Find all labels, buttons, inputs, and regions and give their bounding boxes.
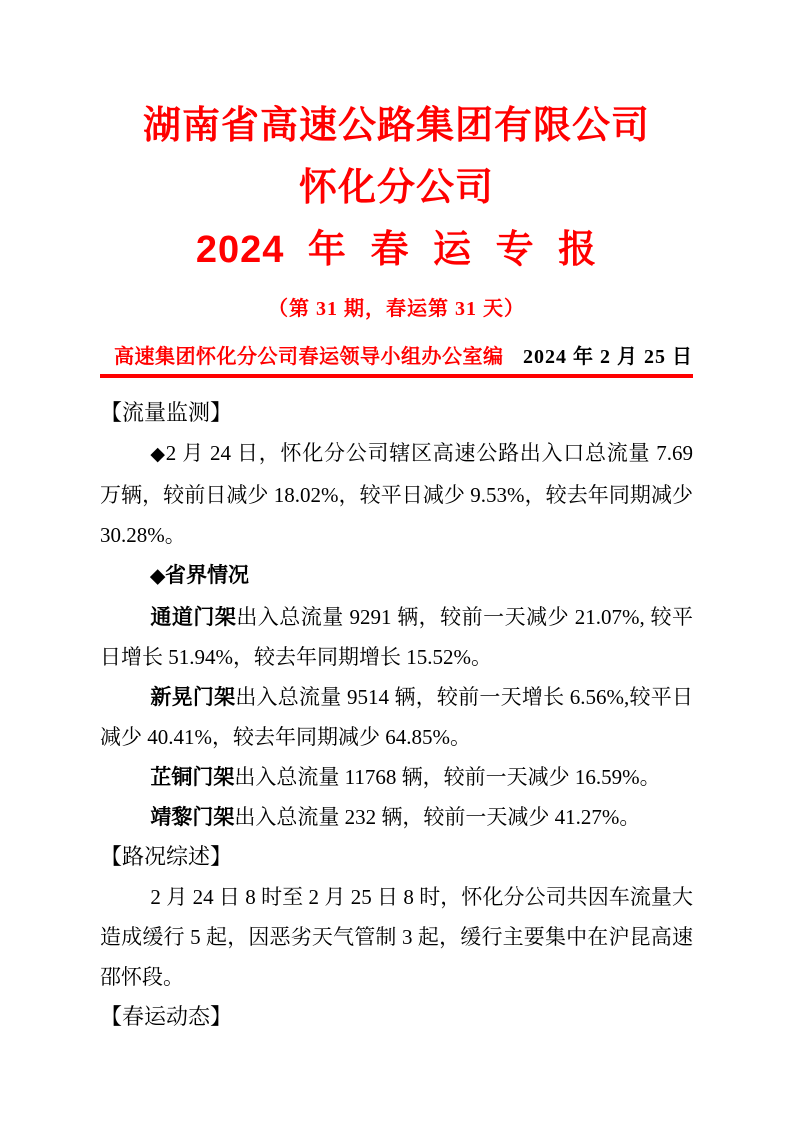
editor-credit: 高速集团怀化分公司春运领导小组办公室编: [114, 346, 504, 368]
gate-name: 芷铜门架: [150, 765, 235, 789]
gate-name: 靖黎门架: [150, 805, 235, 829]
subhead-text: 省界情况: [165, 563, 250, 587]
report-title: 2024 年 春 运 专 报: [195, 229, 598, 271]
paragraph-zhitong-gate: [100, 757, 693, 797]
gate-name: 通道门架: [150, 605, 237, 629]
paragraph-text: 出入总流量 232 辆，较前一天减少 41.27%。: [234, 805, 641, 829]
paragraph-text: 出入总流量 11768 辆，较前一天减少 16.59%。: [234, 765, 661, 789]
section-heading-road-conditions: 【路况综述】: [100, 844, 233, 869]
editor-row: [100, 344, 693, 378]
paragraph-text: 出入总流量 9291 辆，较前一天减少 21.07%, 较平日增长 51.94%，较去年同期增长 15.52%。: [100, 605, 694, 669]
paragraph-text: 2 月 24 日 8 时至 2 月 25 日 8 时，怀化分公司共因车流量大造成缓行 5 起，因恶劣天气管制 3 起，缓行主要集中在沪昆高速邵怀段。: [100, 885, 693, 989]
paragraph-province-border-subhead: [100, 555, 693, 597]
paragraph-total-flow: [100, 433, 693, 555]
branch-title: 怀化分公司: [298, 167, 494, 209]
publish-date: 2024 年 2 月 25 日: [523, 346, 693, 368]
masthead: [100, 104, 693, 378]
section-heading-traffic-monitoring: 【流量监测】: [100, 400, 233, 425]
diamond-bullet: ◆: [150, 444, 166, 465]
paragraph-xinhuang-gate: [100, 677, 693, 757]
paragraph-road-summary: [100, 877, 693, 997]
document-body: [100, 393, 693, 1037]
gate-name: 新晃门架: [150, 685, 236, 709]
org-title: 湖南省高速公路集团有限公司: [142, 105, 650, 147]
issue-info: （第 31 期，春运第 31 天）: [268, 298, 525, 320]
section-heading-spring-travel-news: 【春运动态】: [100, 1004, 233, 1029]
paragraph-jingli-gate: [100, 797, 693, 837]
diamond-bullet: ◆: [150, 566, 166, 587]
paragraph-text: 出入总流量 9514 辆，较前一天增长 6.56%,较平日减少 40.41%，较去年同期减少 64.85%。: [100, 685, 693, 749]
paragraph-tongdao-gate: [100, 597, 693, 677]
paragraph-text: 2 月 24 日，怀化分公司辖区高速公路出入口总流量 7.69 万辆，较前日减少 18.02%，较平日减少 9.53%，较去年同期减少 30.28%。: [100, 441, 693, 547]
